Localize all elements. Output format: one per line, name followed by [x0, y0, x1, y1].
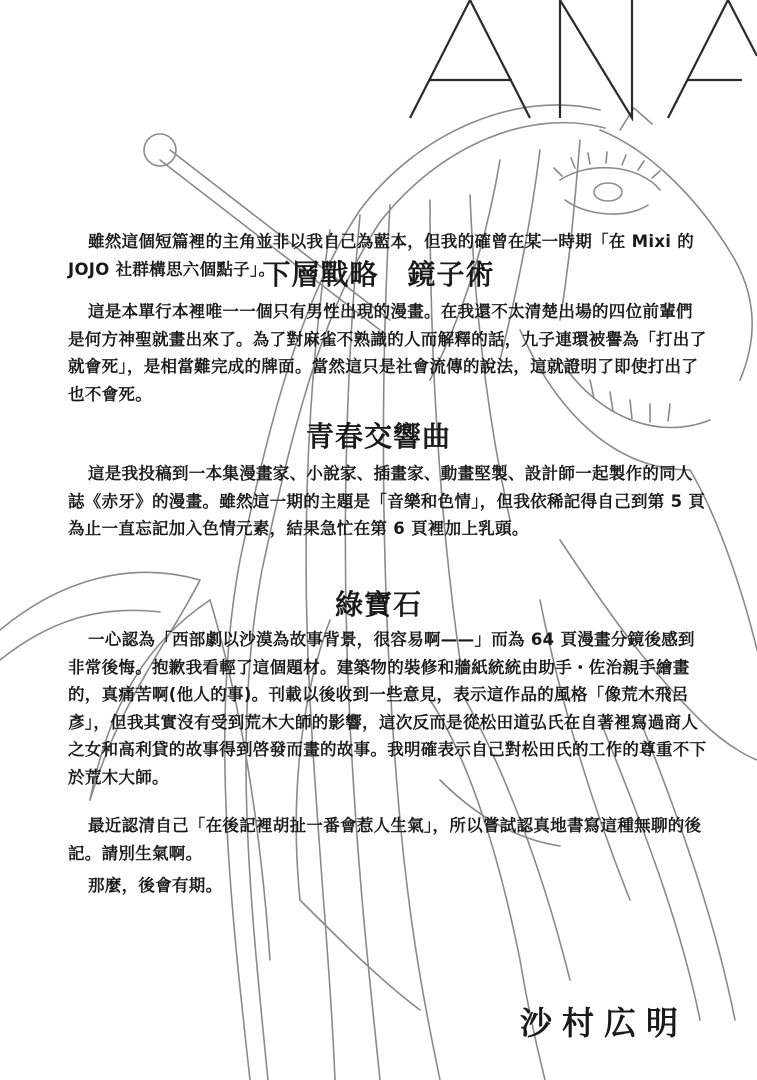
- intro-text: 雖然這個短篇裡的主角並非以我自己為藍本，但我的確曾在某一時期「在 Mixi 的 JOJO 社群構思六個點子」。: [68, 232, 695, 279]
- section-heading-emerald: 綠寶石: [334, 588, 422, 621]
- closing-text: 最近認清自己「在後記裡胡扯一番會惹人生氣」，所以嘗試認真地書寫這種無聊的後記。請別生氣啊。: [68, 816, 702, 863]
- section-body-emerald: [68, 626, 708, 791]
- section-body-text: 這是本單行本裡唯一一個只有男性出現的漫畫。在我還不太清楚出場的四位前輩們是何方神聖就畫出來了。為了對麻雀不熟識的人而解釋的話，九子連環被譽為「打出了就會死」，是相當難完成的牌面。當然這只是社會流傳的說法，這就證明了即使打出了也不會死。: [68, 302, 707, 404]
- closing-paragraph-2: [68, 872, 708, 900]
- section-heading-mirror-technique: 下層戰略 鏡子術: [262, 258, 495, 291]
- closing-paragraph-1: [68, 812, 708, 867]
- closing-text: 那麼，後會有期。: [88, 876, 223, 895]
- section-body-youth-symphony: [68, 460, 708, 543]
- section-body-text: 這是我投稿到一本集漫畫家、小說家、插畫家、動畫堅製、設計師一起製作的同人誌《赤牙》的漫畫。雖然這一期的主題是「音樂和色情」，但我依稀記得自己到第 5 頁為止一直忘記加入色情元素，結果急忙在第 6 頁裡加上乳頭。: [68, 464, 706, 538]
- section-body-text: 一心認為「西部劇以沙漠為故事背景，很容易啊——」而為 64 頁漫畫分鏡後感到非常後悔。抱歉我看輕了這個題材。建築物的裝修和牆紙統統由助手・佐治親手繪畫的，真痛苦啊(他人的事)。刊載以後收到一些意見，表示這作品的風格「像荒木飛呂彥」，但我其實沒有受到荒木大師的影響，這次反而是從松田道弘氏在自著裡寫過商人之女和高利貸的故事得到啓發而畫的故事。我明確表示自己對松田氏的工作的尊重不下於荒木大師。: [68, 630, 707, 787]
- section-body-mirror-technique: [68, 298, 708, 408]
- author-signature: 沙村広明: [520, 1004, 689, 1042]
- section-heading-youth-symphony: 青春交響曲: [305, 420, 451, 453]
